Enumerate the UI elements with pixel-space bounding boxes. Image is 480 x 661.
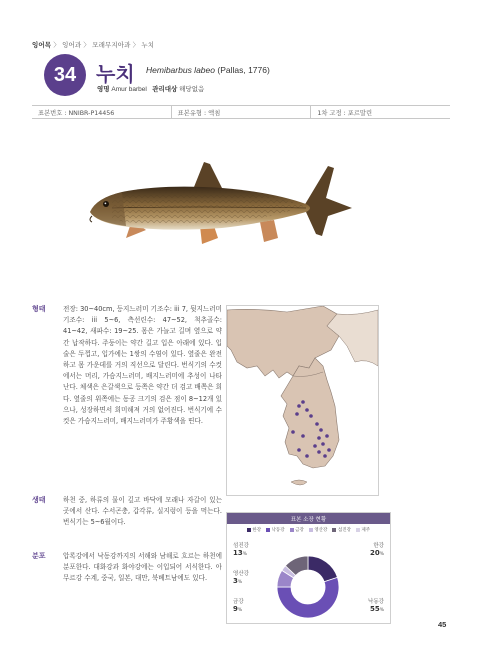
label-yeongsan: 영산강 3% (233, 571, 249, 585)
pie-slice-한강 (308, 556, 337, 582)
fish-specimen-image (82, 158, 354, 250)
legend-swatch (290, 528, 294, 532)
specimen-type: 표본유형 : 액침 (172, 106, 312, 118)
label-han: 한강 20% (369, 543, 384, 557)
species-number-badge: 34 (44, 54, 86, 96)
section-distribution (32, 551, 222, 585)
breadcrumb-family: 잉어과 (62, 41, 82, 49)
form-heading: 형태 (32, 305, 46, 313)
breadcrumb-order: 잉어목 (32, 41, 52, 49)
legend-label: 금강 (295, 528, 304, 533)
ecology-heading: 생태 (32, 496, 46, 504)
species-meta: 영명 Amur barbel 관리대상 해당없음 (97, 86, 205, 93)
korea-map (227, 306, 378, 495)
breadcrumb-species: 누치 (141, 41, 155, 49)
page-number: 45 (438, 620, 447, 629)
legend-swatch (247, 528, 251, 532)
specimen-holdings-chart (226, 512, 391, 624)
management-status: 해당없음 (179, 86, 205, 93)
distribution-map (226, 305, 379, 496)
specimen-info-row (32, 105, 450, 119)
label-nakdong: 낙동강 55% (368, 599, 384, 613)
legend-label: 낙동강 (271, 528, 285, 533)
common-name: Amur barbel (111, 86, 147, 93)
distribution-heading: 분포 (32, 552, 46, 560)
label-geum: 금강 9% (233, 599, 244, 613)
legend-swatch (356, 528, 360, 532)
legend-swatch (332, 528, 336, 532)
distribution-text: 압록강에서 낙동강까지의 서해와 남해로 흐르는 하천에 분포한다. 대화강과 화야강에는 이입되어 서식한다. 아무르강 수계, 중국, 일본, 대만, 북베트남에도 있다. (63, 552, 222, 583)
form-text: 전장: 30~40cm, 등지느러미 기조수: iii 7, 뒷지느러미 기조수: iii 5~6, 측선린수: 47~52, 척추골수: 41~42, 새파수: 19~25. 몸은 가늘고 길며 옆으로 약간 납작하다. 주둥이는 약간 길고 입은 아래에 있다. 입술은 두껍고, 입가에는 1쌍의 수염이 있다. 옆줄은 완전하고 몸 가운데를 거의 직선으로 달린다. 번식기의 수컷에서는 머리, 가슴지느러미, 배지느러미에 추성이 나타난다. 체색은 은갈색으로 등쪽은 약간 더 검고 배쪽은 희다. 옆줄의 위쪽에는 동공 크기의 검은 점이 8~12개 있으나, 성장하면서 희미해져 거의 없어진다. 번식기에 수컷은 가슴지느러미, 배지느러미가 주황색을 띤다. (63, 305, 222, 426)
species-korean-name: 누치 (96, 62, 135, 86)
label-seomjin: 섬진강 13% (233, 543, 249, 557)
legend-label: 섬진강 (337, 528, 351, 533)
legend-label: 한강 (252, 528, 262, 533)
section-ecology (32, 495, 222, 529)
scientific-name: Hemibarbus labeo (Pallas, 1776) (146, 65, 270, 75)
breadcrumb: 잉어목 〉 잉어과 〉 모래무지아과 〉 누치 (32, 41, 155, 49)
ecology-text: 하천 중, 하류의 물이 깊고 바닥에 모래나 자갈이 있는 곳에서 산다. 수서곤충, 갑각류, 실지렁이 등을 먹는다. 번식기는 5~6월이다. (63, 496, 222, 527)
chart-title: 표본 소장 현황 (227, 513, 390, 524)
specimen-id: 표본번호 : NNIBR-P14456 (32, 106, 172, 118)
legend-swatch (266, 528, 270, 532)
section-form (32, 304, 222, 427)
legend-label: 영산강 (314, 528, 328, 533)
pie-chart (227, 533, 390, 619)
specimen-fixative: 1차 고정 : 포르말린 (317, 109, 373, 117)
legend-label: 제주 (361, 528, 371, 533)
breadcrumb-subfamily: 모래무지아과 (92, 41, 131, 49)
legend-swatch (309, 528, 313, 532)
